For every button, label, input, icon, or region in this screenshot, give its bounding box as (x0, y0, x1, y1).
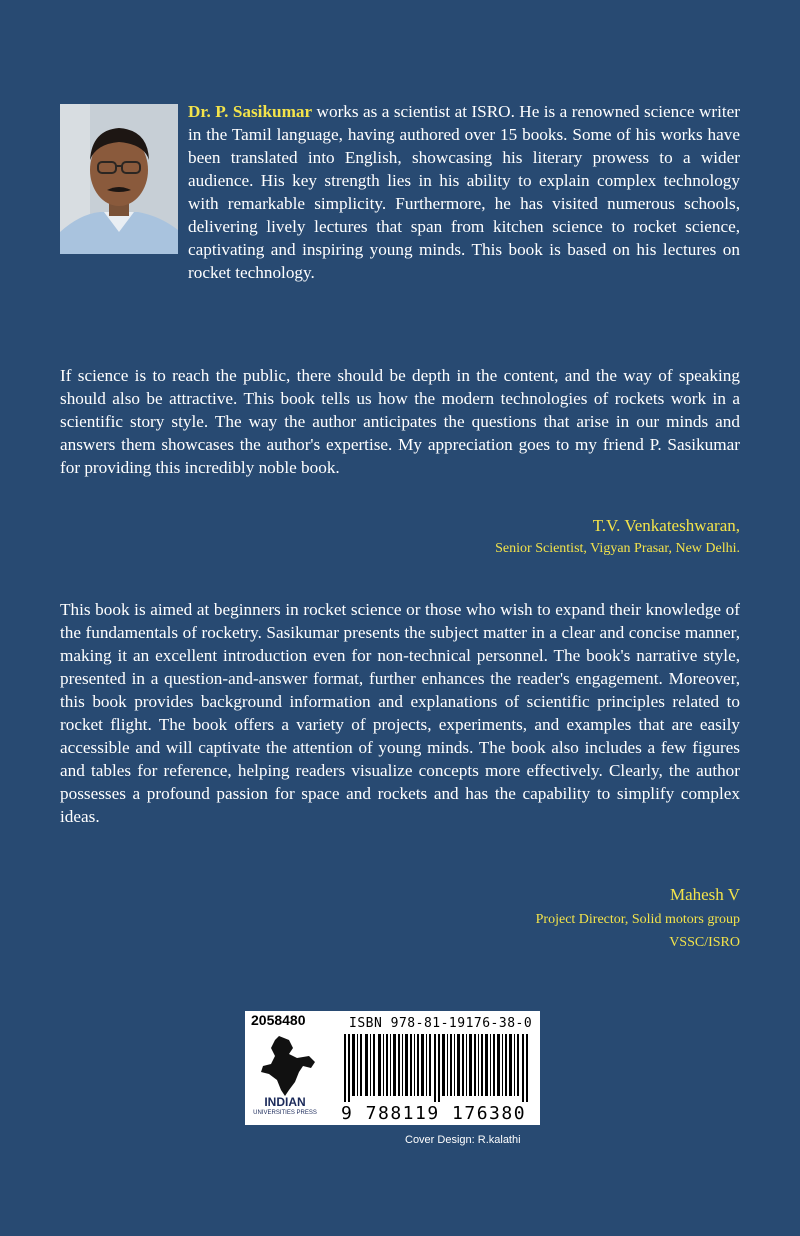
author-portrait-graphic (60, 104, 178, 254)
barcode-digits: 9 788119 176380 (341, 1103, 527, 1124)
endorsement-2-org: VSSC/ISRO (669, 935, 740, 950)
endorsement-1-role: Senior Scientist, Vigyan Prasar, New Delhi. (495, 541, 740, 556)
endorsement-1-text: If science is to reach the public, there should be depth in the content, and the way of speaking should also be attractive. This book tells us how the modern technologies of rockets work in a scientific story style. The way the author anticipates the questions that arise in our minds and answers them showcases the author's expertise. My appreciation goes to my friend P. Sasikumar for providing this incredibly noble book. (60, 366, 740, 477)
endorsement-2-text: This book is aimed at beginners in rocket science or those who wish to expand their knowledge of the fundamentals of rocketry. Sasikumar presents the subject matter in a clear and concise manner, making it an excellent introduction even for non-technical personnel. The book's narrative style, presented in a question-and-answer format, further enhances the reader's engagement. Moreover, this book provides background information and explanations of scientific principles related to rocket flight. The book offers a variety of projects, experiments, and examples that are easily accessible and will captivate the attention of young minds. The book also includes a few figures and tables for reference, helping readers visualize concepts more effectively. Clearly, the author possesses a profound passion for space and rockets and has the capability to simplify complex ideas. (60, 600, 740, 826)
publisher-subtitle: UNIVERSITIES PRESS (253, 1110, 317, 1116)
isbn-label: ISBN 978-81-19176-38-0 (349, 1016, 533, 1031)
barcode-icon (344, 1034, 534, 1102)
author-photo (60, 104, 178, 254)
author-bio (188, 100, 740, 284)
barcode-panel (245, 1011, 540, 1125)
author-bio-text: works as a scientist at ISRO. He is a renowned science writer in the Tamil language, having authored over 15 books. Some of his works have been translated into English, showcasing his literary prowess to a wider audience. His key strength lies in his ability to explain complex technology with remarkable simplicity. Furthermore, he has visited numerous schools, delivering lively lectures that span from kitchen science to rocket science, captivating and inspiring young minds. This book is based on his lectures on rocket technology. (188, 102, 740, 282)
cover-design-credit: Cover Design: R.kalathi (405, 1134, 521, 1146)
endorsement-2-role: Project Director, Solid motors group (535, 912, 740, 927)
barcode-serial: 2058480 (251, 1012, 306, 1028)
author-name: Dr. P. Sasikumar (188, 102, 313, 121)
endorsement-1-name: T.V. Venkateshwaran, (592, 516, 740, 535)
endorsement-2-name: Mahesh V (669, 885, 740, 904)
publisher-name: INDIAN (264, 1095, 306, 1109)
